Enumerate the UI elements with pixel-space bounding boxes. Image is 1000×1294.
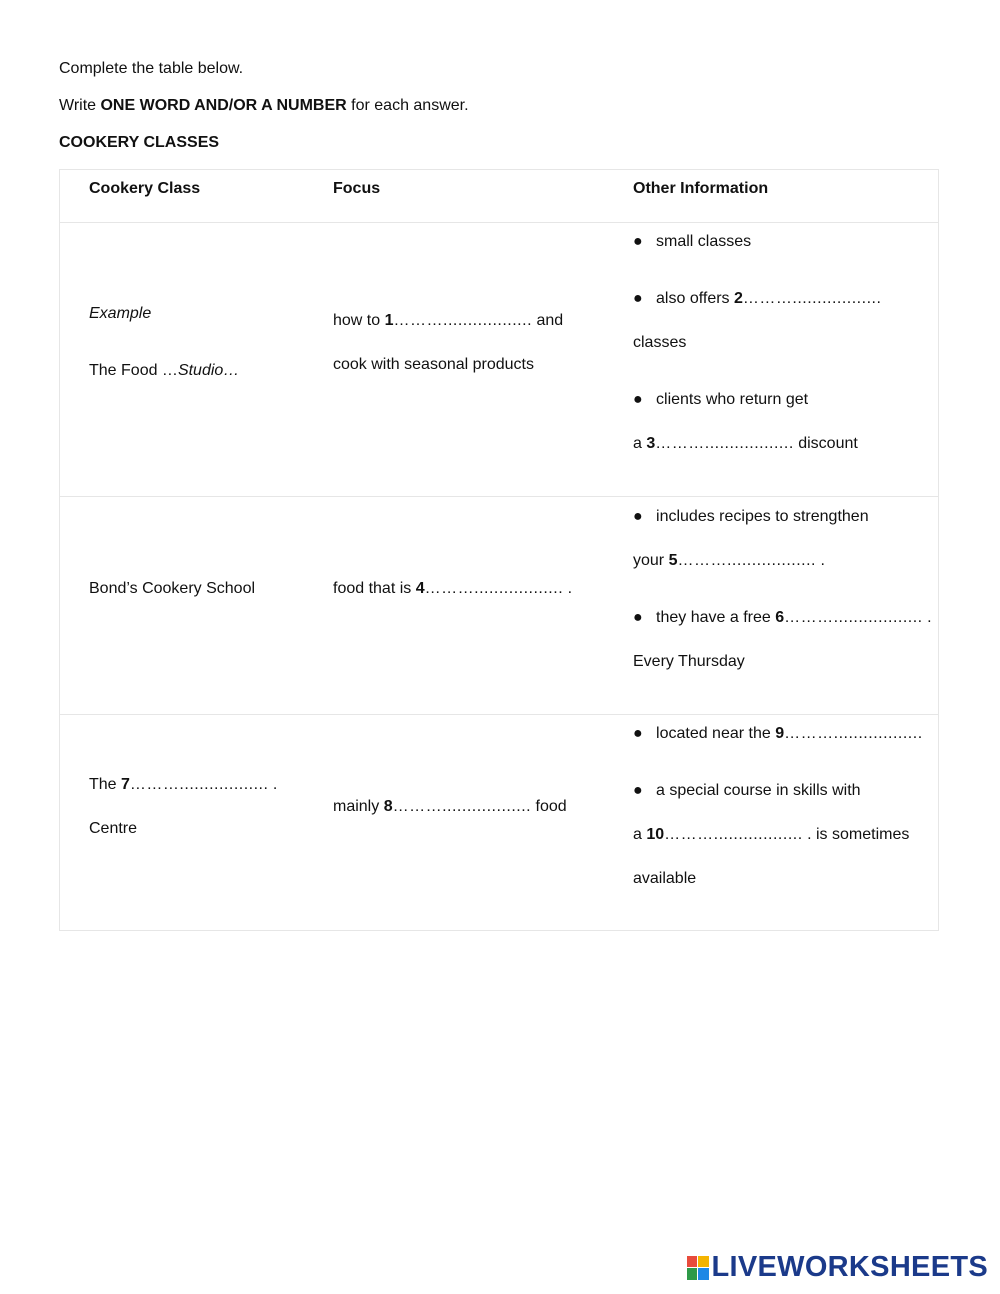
page-title: COOKERY CLASSES (59, 134, 220, 151)
info-row1-bullet2: ● also offers 2……….................. (633, 290, 882, 307)
row-divider (60, 714, 938, 715)
focus-row3: mainly 8……….................. food (333, 798, 567, 815)
example-class-name: The Food …Studio… (89, 362, 240, 379)
row-divider (60, 496, 938, 497)
answer-6-blank[interactable]: ……….................. (784, 609, 923, 626)
header-cookery-class: Cookery Class (89, 180, 201, 197)
class-bonds-cookery-school: Bond’s Cookery School (89, 580, 256, 597)
row-divider (60, 222, 938, 223)
liveworksheets-logo (687, 1251, 989, 1284)
class-row3-line1: The 7……….................. . (89, 776, 278, 793)
focus-row2: food that is 4……….................. . (333, 580, 573, 597)
focus-row1-line1: how to 1……….................. and (333, 312, 564, 329)
info-row3-bullet1: ● located near the 9……….................. (633, 725, 923, 742)
answer-7-blank[interactable]: ……….................. (129, 776, 269, 793)
answer-2-blank[interactable]: ……….................. (742, 290, 882, 307)
info-row1-line: classes (633, 334, 687, 351)
info-row2-line1: your 5……….................. . (633, 552, 825, 569)
logo-text: LIVEWORKSHEETS (711, 1251, 988, 1283)
example-label: Example (89, 305, 152, 322)
header-focus: Focus (333, 180, 381, 197)
answer-3-blank[interactable]: ……….................. (655, 435, 794, 452)
instruction-line-1: Complete the table below. (59, 60, 244, 77)
class-row3-line2: Centre (89, 820, 138, 837)
answer-5-blank[interactable]: ……….................. (677, 552, 816, 569)
info-row2-line2: Every Thursday (633, 653, 745, 670)
info-row1-bullet3: ● clients who return get (633, 391, 809, 408)
info-row2-bullet2: ● they have a free 6……….................. . (633, 609, 932, 626)
info-row3-bullet2: ● a special course in skills with (633, 782, 861, 799)
answer-8-blank[interactable]: ……….................. (392, 798, 532, 815)
instruction-line-2: Write ONE WORD AND/OR A NUMBER for each answer. (59, 97, 469, 114)
cookery-table (59, 169, 939, 931)
header-other-information: Other Information (633, 180, 769, 197)
info-row2-bullet1: ● includes recipes to strengthen (633, 508, 869, 525)
focus-row1-line2: cook with seasonal products (333, 356, 534, 373)
liveworksheets-logo-icon (687, 1256, 709, 1280)
answer-1-blank[interactable]: ……….................. (393, 312, 533, 329)
answer-9-blank[interactable]: ……….................. (784, 725, 923, 742)
answer-4-blank[interactable]: ……….................. (424, 580, 564, 597)
answer-10-blank[interactable]: ……….................. (664, 826, 803, 843)
info-row1-line2: a 3……….................. discount (633, 435, 858, 452)
info-row3-line2: available (633, 870, 697, 887)
info-row3-line1: a 10……….................. . is sometimes (633, 826, 910, 843)
info-row1-bullet1: ● small classes (633, 233, 752, 250)
